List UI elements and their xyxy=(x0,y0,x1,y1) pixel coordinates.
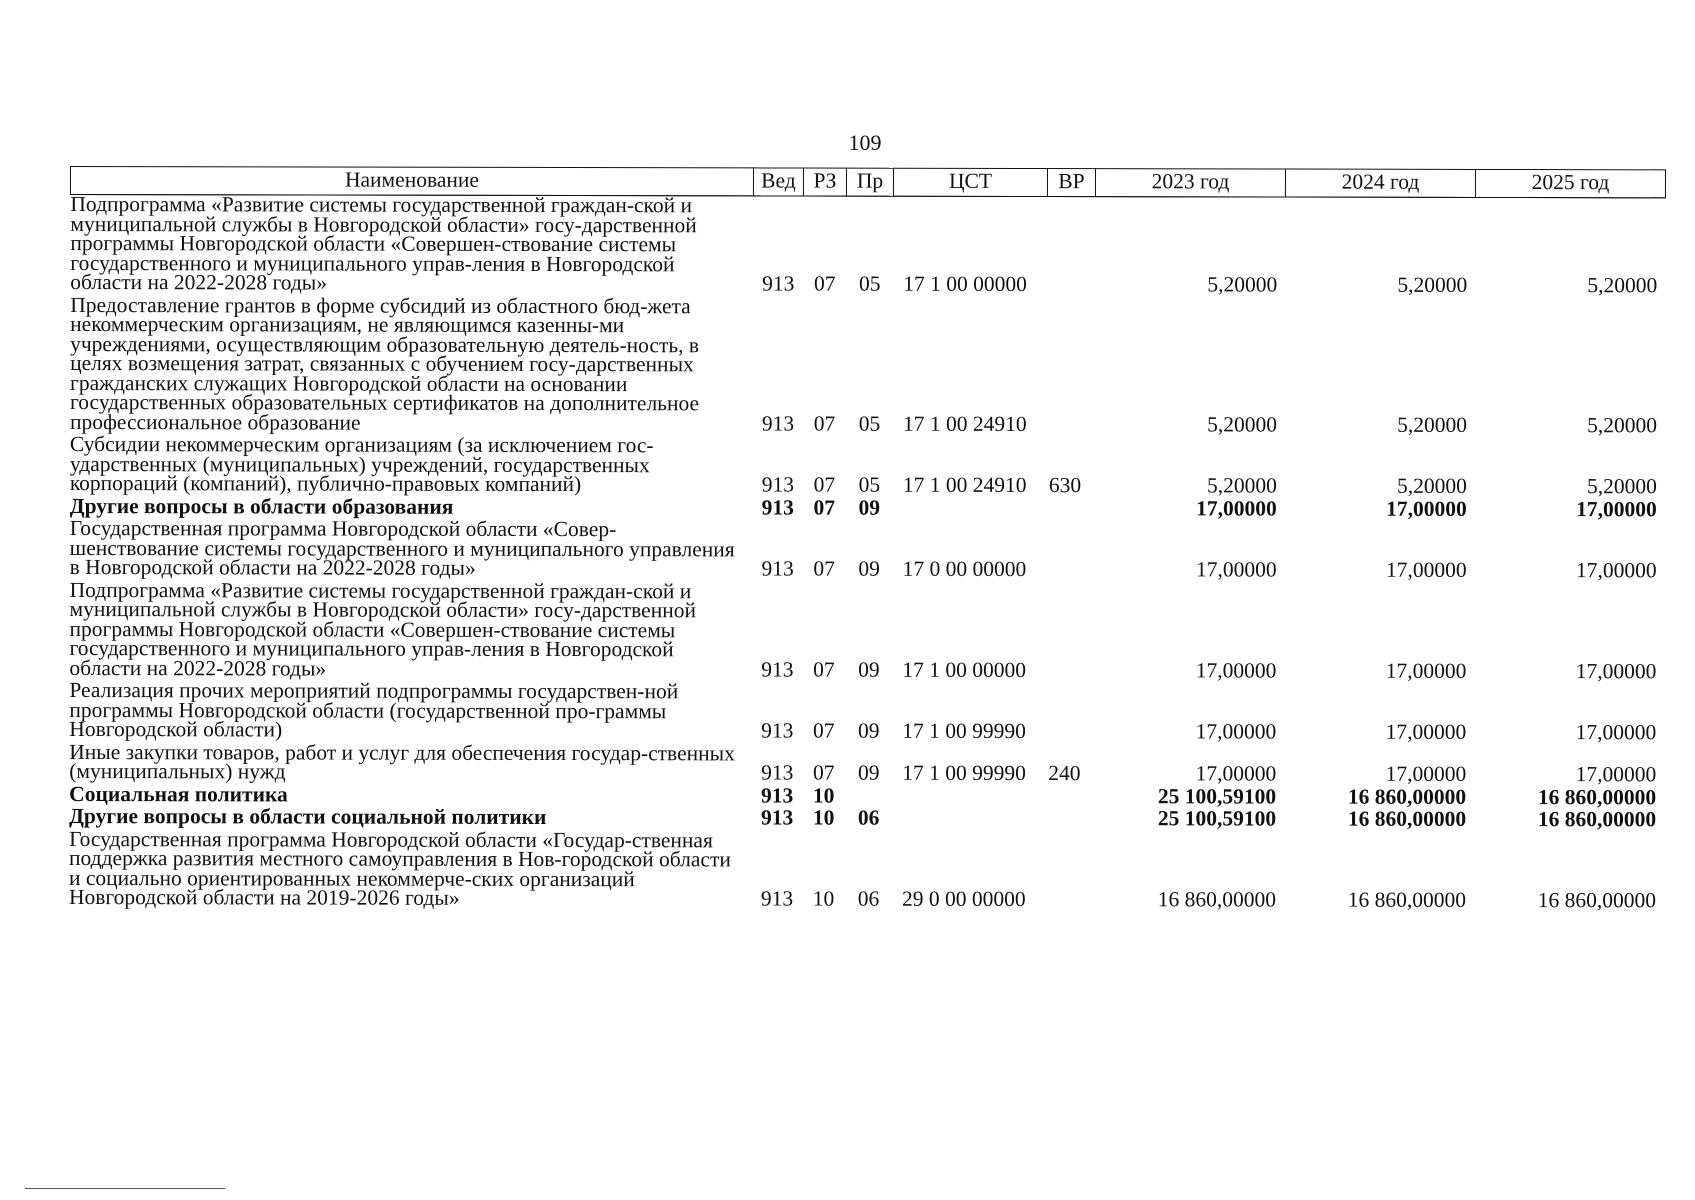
row-cst: 17 1 00 24910 xyxy=(902,411,1027,436)
row-amount-2025: 17,00000 xyxy=(1576,496,1657,521)
row-cst: 17 0 00 00000 xyxy=(902,556,1027,582)
row-amount-2025: 17,00000 xyxy=(1575,762,1657,787)
row-vr xyxy=(1046,832,1094,913)
row-pr: 06 xyxy=(857,805,880,830)
table-row xyxy=(70,195,1665,299)
row-cst: 17 1 00 24910 xyxy=(902,472,1027,498)
row-amount-2024: 17,00000 xyxy=(1385,719,1467,744)
row-vr xyxy=(1047,521,1095,583)
row-cst: 17 1 00 00000 xyxy=(902,657,1027,682)
row-rz: 10 xyxy=(812,805,835,830)
row-ved: 913 xyxy=(760,805,794,830)
row-vr: 630 xyxy=(1048,473,1082,498)
table-row xyxy=(70,296,1665,439)
row-ved: 913 xyxy=(761,760,794,785)
row-vr xyxy=(1046,583,1094,684)
row-name: Другие вопросы в области образования xyxy=(69,493,454,519)
row-cst: 17 1 00 99990 xyxy=(902,760,1026,786)
row-amount-2025: 17,00000 xyxy=(1575,658,1657,683)
row-rz: 07 xyxy=(813,411,836,436)
row-vr xyxy=(1047,197,1095,298)
table-row xyxy=(70,519,1665,584)
row-rz: 07 xyxy=(813,657,835,682)
row-cst xyxy=(893,498,1047,521)
row-amount-2023: 17,00000 xyxy=(1196,557,1277,582)
row-amount-2023: 17,00000 xyxy=(1195,761,1277,786)
row-amount-2024: 5,20000 xyxy=(1397,272,1468,297)
row-pr: 09 xyxy=(858,495,881,520)
page-number: 109 xyxy=(848,130,882,155)
row-amount-2024: 16 860,00000 xyxy=(1347,887,1466,912)
row-amount-2025: 5,20000 xyxy=(1587,273,1658,298)
row-pr: 09 xyxy=(858,657,880,682)
row-amount-2024: 17,00000 xyxy=(1385,658,1467,683)
row-pr: 05 xyxy=(858,271,881,296)
row-amount-2023: 17,00000 xyxy=(1195,657,1277,683)
row-cst xyxy=(892,786,1046,809)
row-amount-2025: 16 860,00000 xyxy=(1537,888,1656,913)
header-rz: РЗ xyxy=(803,168,846,196)
row-pr: 09 xyxy=(858,556,880,581)
row-amount-2025: 17,00000 xyxy=(1576,558,1657,583)
row-amount-2025: 5,20000 xyxy=(1586,474,1657,499)
header-2025: 2025 год xyxy=(1475,169,1665,197)
row-rz: 07 xyxy=(813,556,835,581)
row-name: Реализация прочих мероприятий подпрограммы государствен-ной программы Новгородской области (государственной про-граммы Новгородской области) xyxy=(69,677,679,742)
table-row xyxy=(70,435,1665,500)
row-ved: 913 xyxy=(761,556,794,581)
row-amount-2024: 17,00000 xyxy=(1386,557,1467,582)
row-rz: 10 xyxy=(812,886,835,911)
header-2023: 2023 год xyxy=(1095,169,1285,197)
table-body xyxy=(68,192,1665,914)
row-amount-2023: 25 100,59100 xyxy=(1157,783,1277,809)
row-name: Государственная программа Новгородской области «Государ-ственная поддержка развития местного самоуправления в Нов-городской области и социально ориентированных некоммерче-ских организаций Новгородской области на 2019-2026 годы» xyxy=(68,826,731,910)
row-pr: 05 xyxy=(858,472,881,497)
row-amount-2023: 5,20000 xyxy=(1207,272,1278,297)
row-ved: 913 xyxy=(761,472,794,497)
budget-sheet xyxy=(68,166,1666,914)
row-ved: 913 xyxy=(761,782,794,808)
row-amount-2025: 16 860,00000 xyxy=(1537,784,1657,809)
row-pr: 06 xyxy=(857,886,880,911)
row-ved: 913 xyxy=(761,410,795,436)
row-amount-2025: 16 860,00000 xyxy=(1537,807,1657,832)
row-amount-2025: 17,00000 xyxy=(1575,720,1657,745)
row-rz: 07 xyxy=(813,495,836,520)
row-amount-2023: 17,00000 xyxy=(1195,719,1277,744)
row-name: Социальная политика xyxy=(69,781,288,806)
row-vr xyxy=(1047,298,1095,438)
row-amount-2024: 5,20000 xyxy=(1397,412,1467,437)
row-amount-2024: 17,00000 xyxy=(1386,496,1467,521)
row-ved: 913 xyxy=(760,886,794,911)
row-amount-2024: 16 860,00000 xyxy=(1347,806,1467,831)
row-pr: 05 xyxy=(858,411,881,436)
row-vr xyxy=(1046,809,1094,832)
header-cst: ЦСТ xyxy=(893,168,1047,196)
budget-table xyxy=(68,166,1666,914)
row-rz: 10 xyxy=(812,783,835,808)
row-name: Иные закупки товаров, работ и услуг для обеспечения государ-ственных (муниципальных) нужд xyxy=(69,739,735,784)
row-name: Предоставление грантов в форме субсидий из областного бюд-жета некоммерческим организациям, не являющимся казенны-ми учреждениями, осуществляющим образовательную деятель-ность, в целях возмещения затрат, связанных с обучением госу-дарственных гражданских служащих Новгородской области на основании государственных образовательных сертификатов на дополнительное профессиональное образование xyxy=(69,292,700,435)
row-amount-2023: 17,00000 xyxy=(1196,495,1277,521)
row-name: Субсидии некоммерческим организациям (за исключением гос-ударственных (муниципальных) учреждений, государственных корпораций (компаний), публично-правовых компаний) xyxy=(69,432,654,497)
row-amount-2024: 17,00000 xyxy=(1385,761,1467,786)
table-row xyxy=(69,742,1664,787)
header-ved: Вед xyxy=(753,168,803,196)
row-amount-2023: 5,20000 xyxy=(1207,411,1277,437)
header-pr: Пр xyxy=(846,168,893,196)
row-cst: 29 0 00 00000 xyxy=(901,886,1026,912)
row-ved: 913 xyxy=(761,656,794,682)
row-amount-2023: 5,20000 xyxy=(1206,473,1277,498)
table-row xyxy=(69,681,1664,746)
row-amount-2023: 16 860,00000 xyxy=(1157,887,1276,912)
row-amount-2024: 5,20000 xyxy=(1396,473,1467,498)
row-cst: 17 1 00 00000 xyxy=(903,271,1027,297)
row-ved: 913 xyxy=(762,271,795,296)
row-name: Государственная программа Новгородской области «Совер-шенствование системы государственного и муниципального управления в Новгородской области на 2022-2028 годы» xyxy=(69,516,735,580)
row-amount-2023: 25 100,59100 xyxy=(1157,806,1277,831)
row-rz: 07 xyxy=(813,472,836,497)
row-cst: 17 1 00 99990 xyxy=(902,718,1026,744)
row-cst xyxy=(892,809,1046,832)
row-amount-2025: 5,20000 xyxy=(1587,412,1657,437)
row-ved: 913 xyxy=(761,494,794,520)
row-name: Подпрограмма «Развитие системы государственной граждан-ской и муниципальной службы в Новгородской области» госу-дарственной программы Новгородской области «Совершен-ствование системы государственного и муниципального управ-ления в Новгородской области на 2022-2028 годы» xyxy=(69,577,697,681)
row-vr xyxy=(1046,683,1094,745)
row-name: Подпрограмма «Развитие системы государственной граждан-ской и муниципальной службы в Новгородской области» госу-дарственной программы Новгородской области «Совершен-ствование системы государственного и муниципального управ-ления в Новгородской области на 2022-2028 годы» xyxy=(70,192,697,295)
row-vr xyxy=(1047,499,1095,522)
row-rz: 07 xyxy=(812,760,835,785)
row-name: Другие вопросы в области социальной политики xyxy=(69,803,547,829)
row-ved: 913 xyxy=(761,718,794,743)
header-vr: ВР xyxy=(1047,169,1095,197)
row-rz: 07 xyxy=(813,271,836,296)
table-row xyxy=(69,581,1664,685)
row-vr: 240 xyxy=(1048,761,1081,786)
table-row xyxy=(69,829,1664,913)
row-pr: 09 xyxy=(858,718,880,743)
footer-rule xyxy=(25,1188,225,1189)
row-amount-2024: 16 860,00000 xyxy=(1347,784,1467,809)
header-2024: 2024 год xyxy=(1285,169,1475,197)
header-name: Наименование xyxy=(70,167,753,196)
row-rz: 07 xyxy=(813,718,835,743)
row-pr: 09 xyxy=(857,760,880,785)
row-vr xyxy=(1046,787,1094,810)
